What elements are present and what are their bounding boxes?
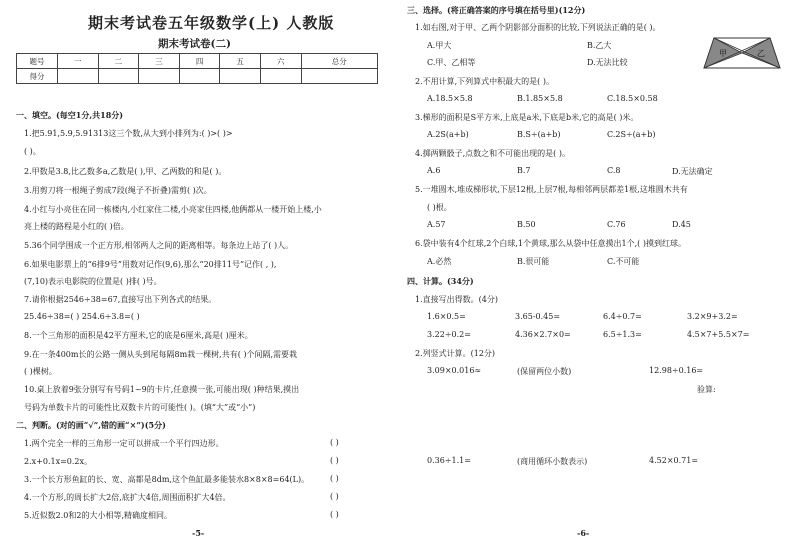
calc-note: (商用循环小数表示) bbox=[517, 457, 588, 466]
choice-option: C.不可能 bbox=[607, 257, 640, 266]
judge-item: 5.近似数2.0和2的大小相等,精确度相同。 bbox=[24, 511, 172, 520]
check-label: 验算: bbox=[697, 385, 716, 394]
section1-line: 8.一个三角形的面积是42平方厘米,它的底是6厘米,高是( )厘米。 bbox=[24, 331, 253, 340]
calc-item: 3.65-0.45= bbox=[515, 312, 561, 321]
score-cell: 五 bbox=[220, 54, 261, 69]
choice-option: B.7 bbox=[517, 166, 531, 175]
choice-question: 5.一堆圆木,堆成梯形状,下层12根,上层7根,每相邻两层都差1根,这堆圆木共有 bbox=[415, 185, 688, 194]
judge-paren[interactable]: ( ) bbox=[330, 438, 339, 447]
calc-item: 3.09×0.016≈ bbox=[427, 366, 482, 375]
calc-item: 4.52×0.71= bbox=[649, 456, 699, 465]
section1-line: 3.用剪刀将一根绳子剪成7段(绳子不折叠)需剪( )次。 bbox=[24, 186, 212, 195]
calc-item: 4.36×2.7×0= bbox=[515, 330, 571, 339]
calc-item: 6.5÷1.3= bbox=[603, 330, 642, 339]
score-table-score-row bbox=[17, 69, 378, 84]
choice-question: 4.掷两颗骰子,点数之和不可能出现的是( )。 bbox=[415, 149, 570, 158]
choice-question: 2.不用计算,下列算式中积最大的是( )。 bbox=[415, 77, 554, 86]
score-cell: 四 bbox=[179, 54, 220, 69]
choice-option: B.1.85×5.8 bbox=[517, 94, 563, 103]
choice-option: C.76 bbox=[607, 220, 626, 229]
choice-option: B.S÷(a+b) bbox=[517, 130, 561, 139]
judge-item: 1.两个完全一样的三角形一定可以拼成一个平行四边形。 bbox=[24, 439, 224, 448]
score-input-cell[interactable] bbox=[260, 69, 301, 84]
calc-item: 12.98÷0.16= bbox=[649, 366, 704, 375]
section1-line: 号码为单数卡片的可能性比双数卡片的可能性( )。(填“大”或“小”) bbox=[24, 403, 256, 412]
calc-item: 1.6×0.5= bbox=[427, 312, 466, 321]
judge-item: 4.一个方形,的周长扩大2倍,底扩大4倍,周围面积扩大4倍。 bbox=[24, 493, 231, 502]
trapezoid-figure bbox=[702, 36, 782, 72]
section1-line: 亮上楼的路程是小红的( )倍。 bbox=[24, 222, 129, 231]
section1-line: 25.46÷38=( ) 254.6÷3.8=( ) bbox=[24, 312, 140, 321]
choice-option: A.18.5×5.8 bbox=[427, 94, 473, 103]
score-table-header-row bbox=[17, 54, 378, 69]
choice-option: A.甲大 bbox=[427, 41, 452, 50]
section2-heading: 二、判断。(对的画“√”,错的画“×”)(5分) bbox=[16, 420, 166, 430]
choice-option: C.甲、乙相等 bbox=[427, 58, 476, 67]
calc-item: 0.36÷1.1= bbox=[427, 456, 471, 465]
calc-subheading: 1.直接写出得数。(4分) bbox=[415, 295, 498, 304]
score-cell: 一 bbox=[58, 54, 99, 69]
section1-line: 9.在一条400m长的公路一侧从头到尾每隔8m栽一棵树,共有( )个间隔,需要栽 bbox=[24, 350, 298, 359]
section1-line: (7,10)表示电影院的位置是( )排( )号。 bbox=[24, 277, 162, 286]
choice-option: B.乙大 bbox=[587, 41, 612, 50]
calc-item: 3.2×9+3.2= bbox=[687, 312, 738, 321]
page-number: -6- bbox=[577, 528, 590, 538]
choice-option: D.无法比较 bbox=[587, 58, 628, 67]
judge-paren[interactable]: ( ) bbox=[330, 456, 339, 465]
choice-option: A.2S(a+b) bbox=[427, 130, 469, 139]
choice-option: A.57 bbox=[427, 220, 446, 229]
choice-option: B.很可能 bbox=[517, 257, 550, 266]
choice-question-cont: ( )根。 bbox=[427, 203, 452, 212]
calc-item: 3.22÷0.2= bbox=[427, 330, 471, 339]
exam-subtitle: 期末考试卷(二) bbox=[158, 38, 231, 50]
judge-item: 3.一个长方形鱼缸的长、宽、高都是8dm,这个鱼缸最多能装水8×8×8=64(L)。 bbox=[24, 475, 310, 484]
score-input-cell[interactable] bbox=[58, 69, 99, 84]
section1-line: 1.把5.91,5.9,5.91313这三个数,从大到小排列为:( )>( )> bbox=[24, 129, 233, 138]
judge-item: 2.x+0.1x=0.2x。 bbox=[24, 457, 93, 466]
section1-line: 2.甲数是3.8,比乙数多a,乙数是( ),甲、乙两数的和是( )。 bbox=[24, 167, 227, 176]
score-input-cell[interactable] bbox=[179, 69, 220, 84]
score-cell: 三 bbox=[139, 54, 180, 69]
section4-heading: 四、计算。(34分) bbox=[407, 276, 474, 286]
score-input-cell[interactable] bbox=[220, 69, 261, 84]
choice-option: B.50 bbox=[517, 220, 536, 229]
section1-line: 5.36个同学围成一个正方形,相邻两人之间的距离相等。每条边上站了( )人。 bbox=[24, 241, 294, 250]
score-cell: 二 bbox=[98, 54, 139, 69]
section1-line: 10.桌上放着9张分别写有号码1~9的卡片,任意摸一张,可能出现( )种结果,摸出 bbox=[24, 385, 300, 394]
choice-option: C.2S÷(a+b) bbox=[607, 130, 656, 139]
score-cell: 六 bbox=[260, 54, 301, 69]
section1-line: ( )。 bbox=[24, 147, 41, 156]
choice-question: 6.袋中装有4个红球,2个白球,1个黄球,那么从袋中任意摸出1个,( )摸到红球。 bbox=[415, 239, 686, 248]
choice-option: C.8 bbox=[607, 166, 621, 175]
judge-paren[interactable]: ( ) bbox=[330, 492, 339, 501]
calc-subheading: 2.列竖式计算。(12分) bbox=[415, 349, 496, 358]
score-cell: 得分 bbox=[17, 69, 58, 84]
section1-line: ( )棵树。 bbox=[24, 367, 57, 376]
choice-option: A.必然 bbox=[427, 257, 452, 266]
calc-note: (保留两位小数) bbox=[517, 367, 572, 376]
choice-question: 1.如右图,对于甲、乙两个阴影部分面积的比较,下列说法正确的是( )。 bbox=[415, 23, 661, 32]
score-cell: 总分 bbox=[301, 54, 377, 69]
section1-line: 6.如果电影票上的“6排9号”用数对记作(9,6),那么“20排11号”记作( , ), bbox=[24, 260, 277, 269]
calc-item: 6.4÷0.7= bbox=[603, 312, 642, 321]
judge-paren[interactable]: ( ) bbox=[330, 510, 339, 519]
right-page bbox=[397, 0, 794, 541]
choice-option: D.45 bbox=[672, 220, 691, 229]
score-input-cell[interactable] bbox=[301, 69, 377, 84]
page-number: -5- bbox=[192, 528, 205, 538]
calc-item: 4.5×7+5.5×7= bbox=[687, 330, 750, 339]
score-input-cell[interactable] bbox=[98, 69, 139, 84]
section1-heading: 一、填空。(每空1分,共18分) bbox=[16, 110, 124, 120]
exam-title: 期末考试卷五年级数学(上) 人教版 bbox=[88, 14, 335, 32]
section3-heading: 三、选择。(将正确答案的序号填在括号里)(12分) bbox=[407, 5, 586, 15]
choice-option: D.无法确定 bbox=[672, 167, 713, 176]
choice-question: 3.梯形的面积是S平方米,上底是a米,下底是b米,它的高是( )米。 bbox=[415, 113, 639, 122]
section1-line: 7.请你根据2546÷38=67,直接写出下列各式的结果。 bbox=[24, 295, 217, 304]
figure-label-jia: 甲 bbox=[719, 49, 727, 58]
score-table bbox=[16, 53, 378, 84]
judge-paren[interactable]: ( ) bbox=[330, 474, 339, 483]
score-cell: 题号 bbox=[17, 54, 58, 69]
section1-line: 4.小红与小亮住在同一栋楼内,小红家住二楼,小亮家住四楼,他俩都从一楼开始上楼,小 bbox=[24, 205, 322, 214]
choice-option: A.6 bbox=[427, 166, 441, 175]
choice-option: C.18.5×0.58 bbox=[607, 94, 658, 103]
score-input-cell[interactable] bbox=[139, 69, 180, 84]
figure-label-yi: 乙 bbox=[757, 49, 765, 58]
